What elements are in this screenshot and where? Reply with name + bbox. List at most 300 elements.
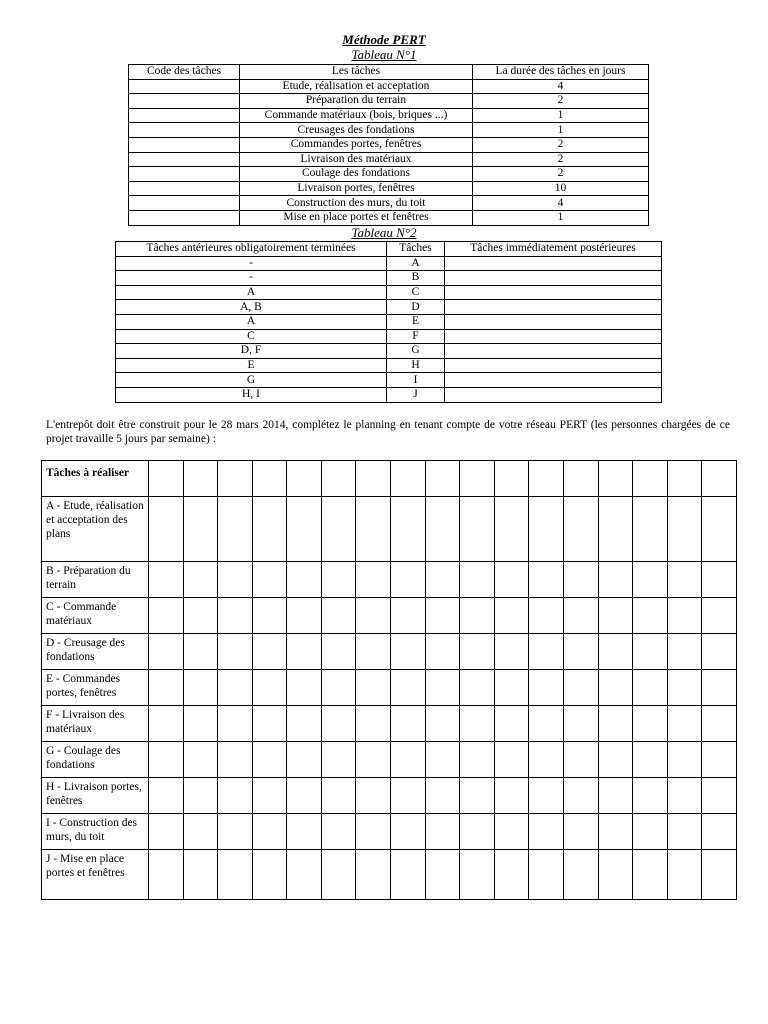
planning-row	[42, 497, 737, 562]
planning-day-cell[interactable]	[252, 497, 287, 562]
planning-day-cell[interactable]	[321, 598, 356, 634]
planning-day-cell[interactable]	[183, 598, 218, 634]
planning-day-header-cell[interactable]	[321, 461, 356, 497]
column-header-tasks: Les tâches	[240, 65, 473, 80]
planning-day-cell[interactable]	[563, 742, 598, 778]
planning-day-cell[interactable]	[529, 778, 564, 814]
planning-day-cell[interactable]	[425, 670, 460, 706]
planning-task-label: G - Coulage des fondations	[42, 742, 149, 778]
planning-day-cell[interactable]	[356, 598, 391, 634]
planning-day-cell[interactable]	[563, 562, 598, 598]
next-tasks-cell[interactable]	[445, 358, 662, 373]
table-body	[129, 79, 649, 225]
task-letter-cell: F	[387, 329, 445, 344]
task-name-cell: Creusages des fondations	[240, 123, 473, 138]
table-header-row	[116, 242, 662, 257]
planning-day-cell[interactable]	[667, 497, 702, 562]
task-name-cell: Commandes portes, fenêtres	[240, 137, 473, 152]
planning-day-cell[interactable]	[356, 742, 391, 778]
task-name-cell: Livraison des matériaux	[240, 152, 473, 167]
table-row	[116, 314, 662, 329]
table1-caption: Tableau N°1	[351, 47, 417, 62]
planning-day-cell[interactable]	[425, 850, 460, 900]
table-row	[116, 387, 662, 402]
planning-day-header-cell[interactable]	[218, 461, 253, 497]
task-duration-cell: 2	[473, 94, 649, 109]
planning-day-cell[interactable]	[321, 706, 356, 742]
next-tasks-cell[interactable]	[445, 314, 662, 329]
task-code-cell[interactable]	[129, 94, 240, 109]
planning-day-cell[interactable]	[391, 598, 426, 634]
table-row	[116, 358, 662, 373]
task-name-cell: Commande matériaux (bois, briques ...)	[240, 108, 473, 123]
column-header-task: Tâches	[387, 242, 445, 257]
planning-day-cell[interactable]	[425, 778, 460, 814]
task-code-cell[interactable]	[129, 210, 240, 225]
planning-day-cell[interactable]	[460, 634, 495, 670]
table-row	[129, 137, 649, 152]
planning-day-cell[interactable]	[425, 742, 460, 778]
planning-day-cell[interactable]	[425, 562, 460, 598]
task-code-cell[interactable]	[129, 181, 240, 196]
table2-caption: Tableau N°2	[351, 225, 417, 240]
planning-day-cell[interactable]	[218, 562, 253, 598]
planning-day-header-cell[interactable]	[494, 461, 529, 497]
planning-day-cell[interactable]	[563, 497, 598, 562]
planning-day-header-cell[interactable]	[667, 461, 702, 497]
planning-day-cell[interactable]	[287, 562, 322, 598]
planning-day-cell[interactable]	[425, 598, 460, 634]
next-tasks-cell[interactable]	[445, 271, 662, 286]
planning-day-cell[interactable]	[460, 706, 495, 742]
planning-day-cell[interactable]	[321, 742, 356, 778]
planning-day-cell[interactable]	[321, 670, 356, 706]
planning-day-cell[interactable]	[598, 706, 633, 742]
planning-day-cell[interactable]	[494, 497, 529, 562]
planning-day-cell[interactable]	[633, 562, 668, 598]
planning-day-cell[interactable]	[494, 598, 529, 634]
table-row	[116, 256, 662, 271]
previous-tasks-cell: G	[116, 373, 387, 388]
planning-day-cell[interactable]	[287, 497, 322, 562]
planning-day-cell[interactable]	[667, 670, 702, 706]
planning-day-header-cell[interactable]	[287, 461, 322, 497]
planning-day-cell[interactable]	[391, 814, 426, 850]
planning-day-cell[interactable]	[702, 706, 737, 742]
table-row	[116, 373, 662, 388]
planning-day-cell[interactable]	[667, 634, 702, 670]
planning-task-label: A - Etude, réalisation et acceptation des plans	[42, 497, 149, 562]
planning-day-cell[interactable]	[149, 742, 184, 778]
task-duration-cell: 1	[473, 108, 649, 123]
task-name-cell: Etude, réalisation et acceptation	[240, 79, 473, 94]
next-tasks-cell[interactable]	[445, 373, 662, 388]
planning-day-cell[interactable]	[425, 706, 460, 742]
planning-day-cell[interactable]	[218, 670, 253, 706]
planning-header-row	[42, 461, 737, 497]
planning-day-cell[interactable]	[252, 706, 287, 742]
planning-day-cell[interactable]	[149, 778, 184, 814]
table-header-row	[129, 65, 649, 80]
task-duration-cell: 1	[473, 123, 649, 138]
planning-day-cell[interactable]	[529, 497, 564, 562]
planning-day-cell[interactable]	[702, 814, 737, 850]
planning-day-cell[interactable]	[218, 598, 253, 634]
planning-day-cell[interactable]	[321, 562, 356, 598]
planning-day-cell[interactable]	[183, 562, 218, 598]
planning-day-cell[interactable]	[356, 562, 391, 598]
planning-day-cell[interactable]	[529, 562, 564, 598]
planning-day-cell[interactable]	[391, 706, 426, 742]
planning-row	[42, 850, 737, 900]
planning-day-cell[interactable]	[702, 778, 737, 814]
planning-day-cell[interactable]	[149, 497, 184, 562]
planning-day-cell[interactable]	[391, 850, 426, 900]
previous-tasks-cell: H, I	[116, 387, 387, 402]
planning-day-cell[interactable]	[633, 634, 668, 670]
planning-day-cell[interactable]	[391, 634, 426, 670]
column-header-duration: La durée des tâches en jours	[473, 65, 649, 80]
planning-grid	[41, 460, 737, 900]
task-letter-cell: G	[387, 344, 445, 359]
next-tasks-cell[interactable]	[445, 285, 662, 300]
table-row	[116, 300, 662, 315]
table-row	[129, 94, 649, 109]
task-dependencies-table	[115, 241, 662, 403]
planning-day-header-cell[interactable]	[563, 461, 598, 497]
planning-body	[42, 497, 737, 900]
task-name-cell: Coulage des fondations	[240, 167, 473, 182]
planning-day-cell[interactable]	[494, 814, 529, 850]
planning-day-cell[interactable]	[494, 706, 529, 742]
planning-day-cell[interactable]	[563, 706, 598, 742]
planning-day-cell[interactable]	[460, 562, 495, 598]
previous-tasks-cell: E	[116, 358, 387, 373]
task-code-cell[interactable]	[129, 167, 240, 182]
planning-day-cell[interactable]	[460, 814, 495, 850]
planning-day-cell[interactable]	[252, 850, 287, 900]
planning-day-cell[interactable]	[321, 814, 356, 850]
planning-day-cell[interactable]	[391, 670, 426, 706]
next-tasks-cell[interactable]	[445, 344, 662, 359]
planning-day-cell[interactable]	[598, 814, 633, 850]
planning-day-cell[interactable]	[702, 850, 737, 900]
planning-day-cell[interactable]	[218, 634, 253, 670]
planning-day-cell[interactable]	[425, 497, 460, 562]
planning-day-cell[interactable]	[183, 742, 218, 778]
planning-day-cell[interactable]	[563, 598, 598, 634]
planning-row	[42, 670, 737, 706]
planning-day-cell[interactable]	[356, 497, 391, 562]
planning-day-cell[interactable]	[563, 778, 598, 814]
planning-day-cell[interactable]	[667, 778, 702, 814]
planning-day-cell[interactable]	[149, 706, 184, 742]
table-row	[129, 181, 649, 196]
planning-task-label: E - Commandes portes, fenêtres	[42, 670, 149, 706]
planning-day-cell[interactable]	[183, 778, 218, 814]
planning-day-cell[interactable]	[321, 634, 356, 670]
planning-row	[42, 634, 737, 670]
planning-day-cell[interactable]	[667, 850, 702, 900]
planning-day-cell[interactable]	[252, 562, 287, 598]
task-duration-cell: 2	[473, 152, 649, 167]
planning-day-cell[interactable]	[702, 670, 737, 706]
table-body	[116, 256, 662, 402]
planning-day-cell[interactable]	[287, 598, 322, 634]
planning-day-cell[interactable]	[702, 497, 737, 562]
planning-day-cell[interactable]	[702, 598, 737, 634]
planning-day-cell[interactable]	[183, 497, 218, 562]
planning-day-cell[interactable]	[633, 778, 668, 814]
planning-day-cell[interactable]	[633, 670, 668, 706]
planning-day-cell[interactable]	[494, 562, 529, 598]
planning-day-cell[interactable]	[460, 742, 495, 778]
planning-day-cell[interactable]	[356, 706, 391, 742]
task-name-cell: Préparation du terrain	[240, 94, 473, 109]
planning-day-cell[interactable]	[598, 778, 633, 814]
planning-day-cell[interactable]	[563, 814, 598, 850]
planning-day-cell[interactable]	[529, 814, 564, 850]
table-row	[129, 196, 649, 211]
planning-day-cell[interactable]	[633, 497, 668, 562]
task-code-cell[interactable]	[129, 152, 240, 167]
planning-day-cell[interactable]	[218, 706, 253, 742]
planning-day-cell[interactable]	[183, 634, 218, 670]
previous-tasks-cell: D, F	[116, 344, 387, 359]
previous-tasks-cell: A, B	[116, 300, 387, 315]
task-name-cell: Mise en place portes et fenêtres	[240, 210, 473, 225]
planning-day-header-cell[interactable]	[702, 461, 737, 497]
planning-day-cell[interactable]	[391, 778, 426, 814]
planning-day-header-cell[interactable]	[252, 461, 287, 497]
instruction-text: L'entrepôt doit être construit pour le 28 mars 2014, complétez le planning en tenant compte de votre réseau PERT (les personnes chargées de ce projet travaille 5 jours par semaine) :	[46, 419, 730, 445]
planning-day-cell[interactable]	[494, 850, 529, 900]
planning-day-cell[interactable]	[633, 850, 668, 900]
planning-day-cell[interactable]	[633, 814, 668, 850]
planning-day-cell[interactable]	[356, 814, 391, 850]
column-header-code: Code des tâches	[129, 65, 240, 80]
planning-day-cell[interactable]	[529, 634, 564, 670]
planning-day-cell[interactable]	[149, 670, 184, 706]
previous-tasks-cell: -	[116, 256, 387, 271]
planning-day-cell[interactable]	[287, 706, 322, 742]
task-duration-cell: 4	[473, 79, 649, 94]
next-tasks-cell[interactable]	[445, 387, 662, 402]
planning-day-cell[interactable]	[529, 706, 564, 742]
task-duration-cell: 4	[473, 196, 649, 211]
planning-row	[42, 742, 737, 778]
planning-row	[42, 598, 737, 634]
planning-day-cell[interactable]	[321, 497, 356, 562]
planning-day-cell[interactable]	[460, 497, 495, 562]
previous-tasks-cell: A	[116, 285, 387, 300]
planning-day-cell[interactable]	[149, 850, 184, 900]
next-tasks-cell[interactable]	[445, 256, 662, 271]
table-row	[129, 108, 649, 123]
planning-day-cell[interactable]	[702, 742, 737, 778]
planning-day-cell[interactable]	[598, 850, 633, 900]
planning-day-cell[interactable]	[218, 850, 253, 900]
planning-day-header-cell[interactable]	[598, 461, 633, 497]
planning-day-cell[interactable]	[183, 850, 218, 900]
table-row	[129, 123, 649, 138]
planning-day-cell[interactable]	[529, 670, 564, 706]
planning-day-cell[interactable]	[598, 742, 633, 778]
planning-day-cell[interactable]	[598, 598, 633, 634]
planning-day-cell[interactable]	[598, 634, 633, 670]
planning-day-cell[interactable]	[494, 742, 529, 778]
task-duration-cell: 2	[473, 137, 649, 152]
table-row	[129, 152, 649, 167]
planning-day-cell[interactable]	[252, 778, 287, 814]
planning-day-cell[interactable]	[149, 634, 184, 670]
planning-day-cell[interactable]	[287, 742, 322, 778]
previous-tasks-cell: -	[116, 271, 387, 286]
planning-day-cell[interactable]	[252, 742, 287, 778]
planning-day-cell[interactable]	[356, 634, 391, 670]
planning-day-cell[interactable]	[494, 670, 529, 706]
planning-day-cell[interactable]	[633, 742, 668, 778]
task-letter-cell: I	[387, 373, 445, 388]
planning-day-cell[interactable]	[287, 814, 322, 850]
planning-day-cell[interactable]	[321, 850, 356, 900]
planning-row	[42, 814, 737, 850]
planning-day-cell[interactable]	[460, 598, 495, 634]
planning-day-cell[interactable]	[287, 850, 322, 900]
planning-day-cell[interactable]	[252, 598, 287, 634]
planning-day-cell[interactable]	[598, 497, 633, 562]
planning-header-label: Tâches à réaliser	[42, 461, 149, 497]
planning-row	[42, 562, 737, 598]
table-row	[129, 79, 649, 94]
next-tasks-cell[interactable]	[445, 329, 662, 344]
planning-day-cell[interactable]	[667, 742, 702, 778]
planning-day-cell[interactable]	[287, 670, 322, 706]
task-code-cell[interactable]	[129, 79, 240, 94]
task-code-cell[interactable]	[129, 108, 240, 123]
table-row	[116, 344, 662, 359]
planning-day-cell[interactable]	[356, 778, 391, 814]
planning-day-cell[interactable]	[425, 814, 460, 850]
planning-day-cell[interactable]	[460, 670, 495, 706]
planning-day-cell[interactable]	[425, 634, 460, 670]
planning-day-cell[interactable]	[598, 670, 633, 706]
planning-day-cell[interactable]	[218, 778, 253, 814]
planning-day-header-cell[interactable]	[633, 461, 668, 497]
planning-task-label: D - Creusage des fondations	[42, 634, 149, 670]
planning-day-cell[interactable]	[287, 634, 322, 670]
planning-day-cell[interactable]	[356, 850, 391, 900]
planning-day-cell[interactable]	[667, 598, 702, 634]
planning-day-cell[interactable]	[563, 850, 598, 900]
planning-day-cell[interactable]	[149, 814, 184, 850]
table-row	[129, 210, 649, 225]
planning-day-cell[interactable]	[667, 814, 702, 850]
task-code-cell[interactable]	[129, 123, 240, 138]
task-duration-cell: 1	[473, 210, 649, 225]
task-letter-cell: J	[387, 387, 445, 402]
planning-day-cell[interactable]	[598, 562, 633, 598]
task-letter-cell: C	[387, 285, 445, 300]
planning-day-cell[interactable]	[494, 634, 529, 670]
planning-day-cell[interactable]	[183, 670, 218, 706]
task-name-cell: Construction des murs, du toit	[240, 196, 473, 211]
planning-task-label: C - Commande matériaux	[42, 598, 149, 634]
planning-day-cell[interactable]	[183, 814, 218, 850]
planning-day-cell[interactable]	[218, 497, 253, 562]
planning-day-cell[interactable]	[460, 778, 495, 814]
planning-day-cell[interactable]	[667, 706, 702, 742]
task-duration-cell: 2	[473, 167, 649, 182]
planning-day-cell[interactable]	[149, 598, 184, 634]
planning-row	[42, 706, 737, 742]
planning-day-header-cell[interactable]	[183, 461, 218, 497]
planning-day-cell[interactable]	[563, 670, 598, 706]
planning-day-cell[interactable]	[218, 814, 253, 850]
planning-day-cell[interactable]	[702, 562, 737, 598]
planning-day-cell[interactable]	[287, 778, 322, 814]
planning-day-cell[interactable]	[218, 742, 253, 778]
task-name-cell: Livraison portes, fenêtres	[240, 181, 473, 196]
planning-day-cell[interactable]	[252, 814, 287, 850]
table-row	[116, 329, 662, 344]
planning-task-label: J - Mise en place portes et fenêtres	[42, 850, 149, 900]
task-code-cell[interactable]	[129, 137, 240, 152]
planning-day-header-cell[interactable]	[460, 461, 495, 497]
planning-task-label: I - Construction des murs, du toit	[42, 814, 149, 850]
planning-day-cell[interactable]	[391, 497, 426, 562]
tasks-duration-table	[128, 64, 649, 226]
planning-day-cell[interactable]	[529, 850, 564, 900]
planning-day-cell[interactable]	[321, 778, 356, 814]
planning-day-cell[interactable]	[633, 598, 668, 634]
planning-day-cell[interactable]	[563, 634, 598, 670]
task-letter-cell: D	[387, 300, 445, 315]
planning-day-cell[interactable]	[356, 670, 391, 706]
planning-day-cell[interactable]	[391, 742, 426, 778]
planning-day-cell[interactable]	[667, 562, 702, 598]
planning-day-header-cell[interactable]	[356, 461, 391, 497]
planning-day-header-cell[interactable]	[529, 461, 564, 497]
next-tasks-cell[interactable]	[445, 300, 662, 315]
planning-day-cell[interactable]	[702, 634, 737, 670]
previous-tasks-cell: C	[116, 329, 387, 344]
previous-tasks-cell: A	[116, 314, 387, 329]
planning-day-cell[interactable]	[252, 634, 287, 670]
planning-day-cell[interactable]	[149, 562, 184, 598]
planning-day-cell[interactable]	[183, 706, 218, 742]
planning-day-cell[interactable]	[252, 670, 287, 706]
task-duration-cell: 10	[473, 181, 649, 196]
table-row	[116, 271, 662, 286]
planning-day-cell[interactable]	[633, 706, 668, 742]
planning-day-cell[interactable]	[391, 562, 426, 598]
planning-task-label: B - Préparation du terrain	[42, 562, 149, 598]
planning-day-header-cell[interactable]	[425, 461, 460, 497]
planning-day-cell[interactable]	[494, 778, 529, 814]
planning-day-cell[interactable]	[529, 742, 564, 778]
planning-day-cell[interactable]	[529, 598, 564, 634]
planning-task-label: H - Livraison portes, fenêtres	[42, 778, 149, 814]
column-header-previous: Tâches antérieures obligatoirement terminées	[116, 242, 387, 257]
table-row	[116, 285, 662, 300]
task-code-cell[interactable]	[129, 196, 240, 211]
planning-day-header-cell[interactable]	[149, 461, 184, 497]
planning-day-cell[interactable]	[460, 850, 495, 900]
task-letter-cell: E	[387, 314, 445, 329]
planning-day-header-cell[interactable]	[391, 461, 426, 497]
task-letter-cell: H	[387, 358, 445, 373]
